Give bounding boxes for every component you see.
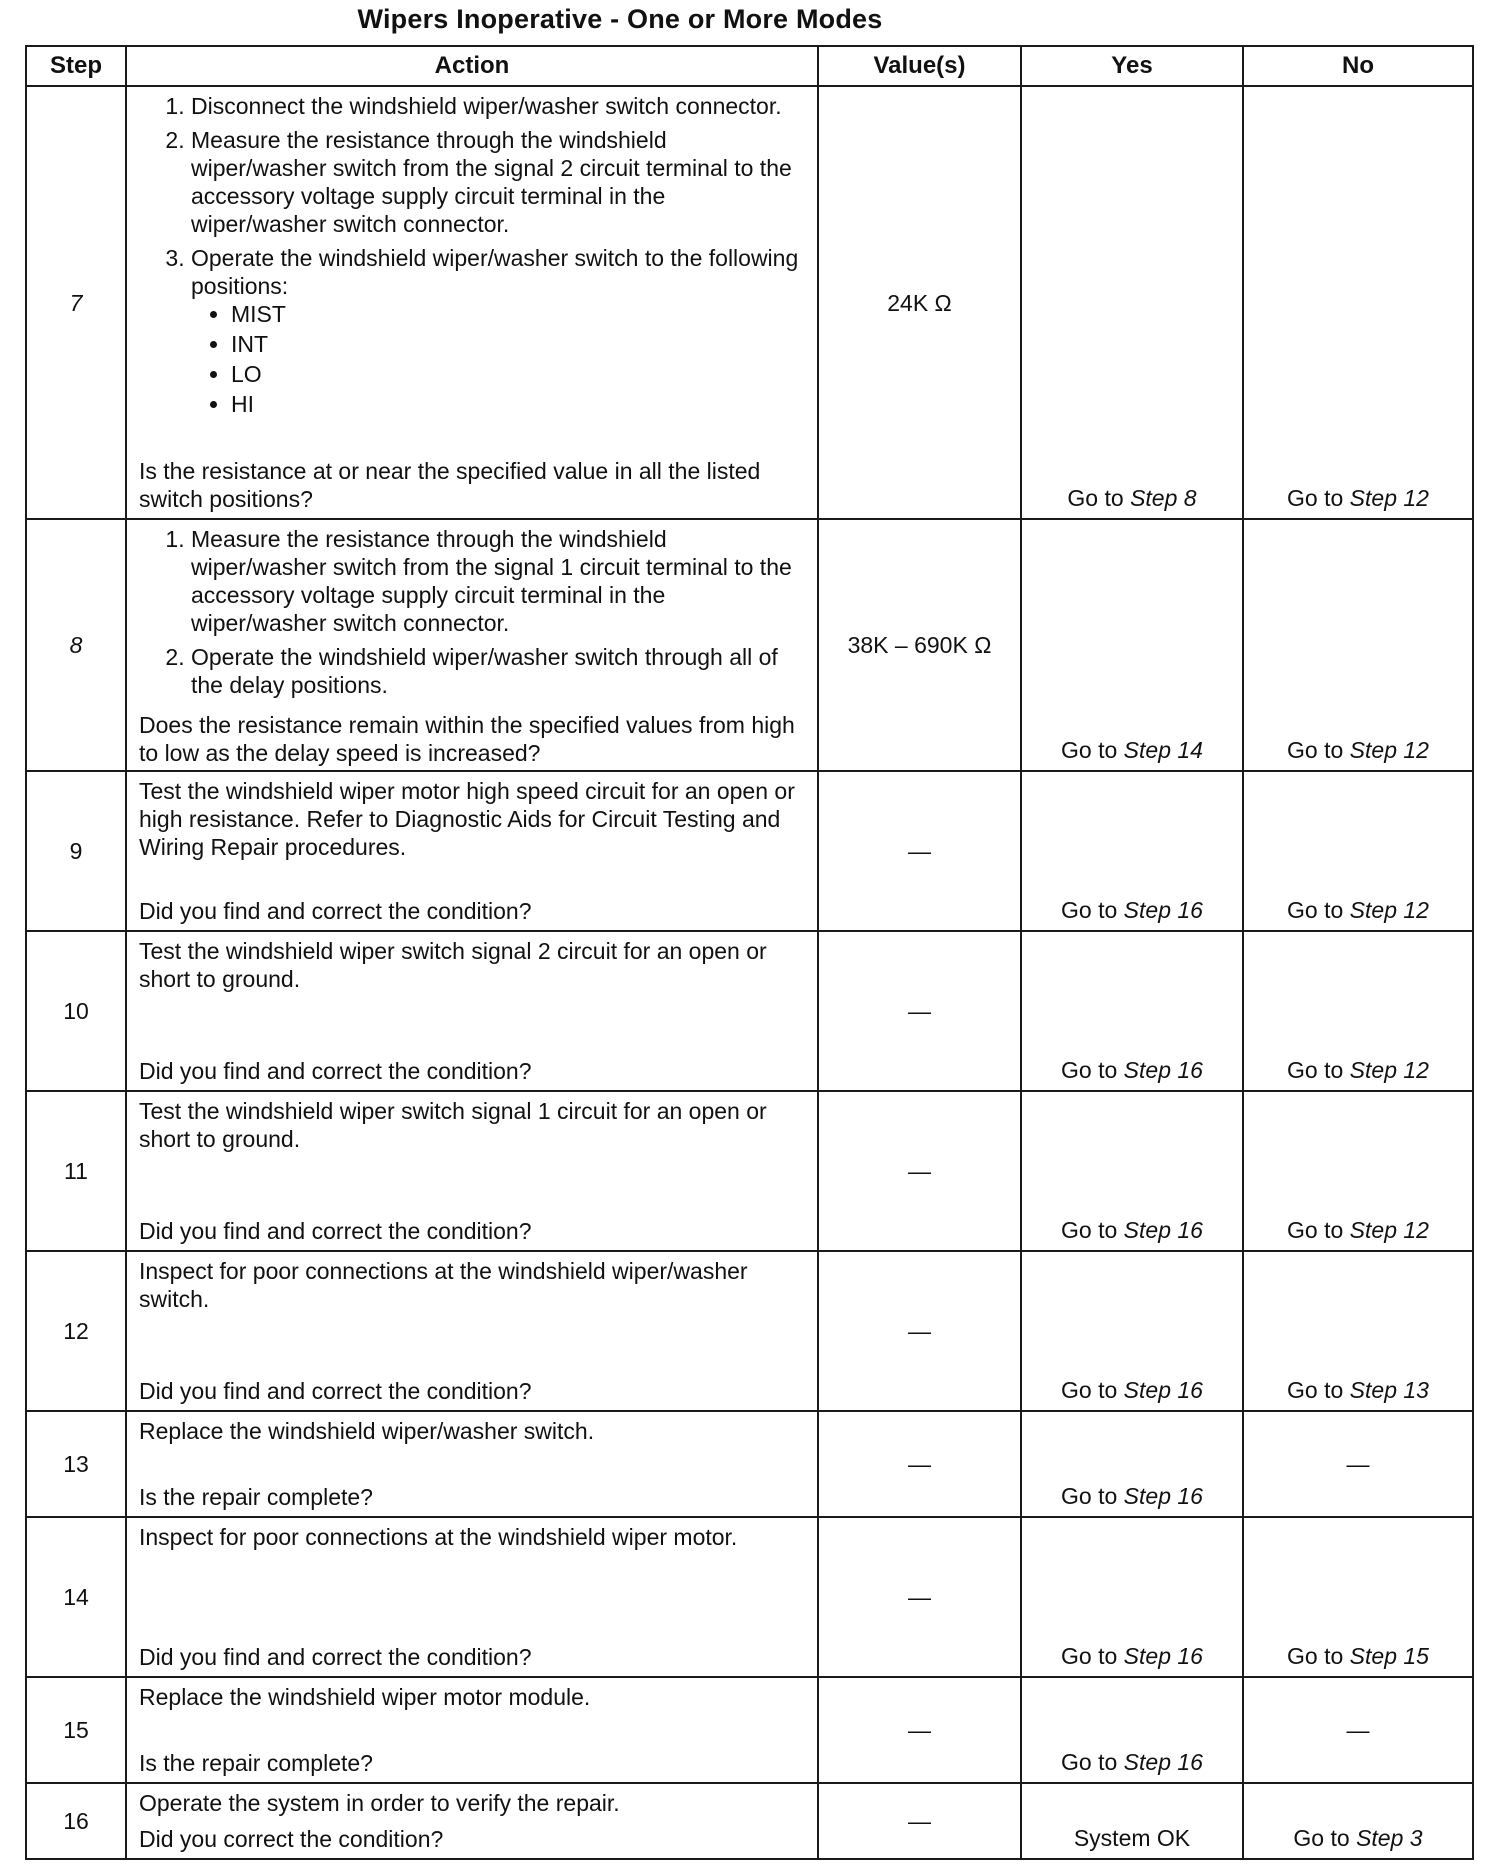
- table-row: [26, 1091, 1473, 1251]
- step-number: 12: [26, 1251, 126, 1411]
- position-item: • MIST: [231, 300, 807, 328]
- goto-prefix: Go to: [1287, 897, 1350, 923]
- value-cell: —: [818, 1783, 1021, 1859]
- header-yes: Yes: [1021, 46, 1243, 86]
- step-number: 15: [26, 1677, 126, 1783]
- goto-prefix: Go to: [1287, 1377, 1350, 1403]
- yes-cell: [1021, 1251, 1243, 1411]
- action-cell: [126, 1091, 818, 1251]
- step-number: 14: [26, 1517, 126, 1677]
- step-reference: Step 16: [1123, 1377, 1203, 1403]
- action-cell: [126, 1677, 818, 1783]
- position-list: [191, 300, 807, 418]
- table-row: [26, 1411, 1473, 1517]
- step-reference: Step 12: [1349, 1217, 1429, 1243]
- no-cell: [1243, 931, 1473, 1091]
- step-reference: Step 16: [1123, 1057, 1203, 1083]
- step-number: 8: [26, 519, 126, 771]
- step-number: 11: [26, 1091, 126, 1251]
- header-values: Value(s): [818, 46, 1021, 86]
- no-cell: [1243, 1517, 1473, 1677]
- value-cell: 38K – 690K Ω: [818, 519, 1021, 771]
- goto-prefix: Go to: [1061, 1057, 1124, 1083]
- yes-cell: [1021, 931, 1243, 1091]
- header-action: Action: [126, 46, 818, 86]
- value-cell: —: [818, 931, 1021, 1091]
- action-text: Inspect for poor connections at the windshield wiper motor.: [139, 1524, 738, 1550]
- goto-prefix: Go to: [1061, 1217, 1124, 1243]
- action-cell: [126, 86, 818, 519]
- table-row: [26, 519, 1473, 771]
- action-question: Did you find and correct the condition?: [139, 1644, 532, 1670]
- action-question: Is the resistance at or near the specified value in all the listed switch positions?: [139, 458, 761, 512]
- table-row: [26, 931, 1473, 1091]
- value-cell: —: [818, 1091, 1021, 1251]
- step-reference: Step 13: [1349, 1377, 1429, 1403]
- action-cell: [126, 1783, 818, 1859]
- action-question: Does the resistance remain within the specified values from high to low as the delay speed is increased?: [139, 712, 795, 766]
- value-cell: —: [818, 1411, 1021, 1517]
- step-reference: Step 16: [1123, 1749, 1203, 1775]
- yes-cell: [1021, 1411, 1243, 1517]
- action-item: 2. Operate the windshield wiper/washer switch through all of the delay positions.: [191, 643, 807, 699]
- header-no: No: [1243, 46, 1473, 86]
- step-reference: Step 12: [1349, 485, 1429, 511]
- no-cell: [1243, 1783, 1473, 1859]
- goto-prefix: Go to: [1061, 897, 1124, 923]
- table-row: [26, 86, 1473, 519]
- step-number: 7: [26, 86, 126, 519]
- step-number: 16: [26, 1783, 126, 1859]
- action-question: Did you find and correct the condition?: [139, 898, 532, 924]
- action-cell: [126, 771, 818, 931]
- step-reference: Step 16: [1123, 897, 1203, 923]
- yes-cell: System OK: [1021, 1783, 1243, 1859]
- page-title: Wipers Inoperative - One or More Modes: [357, 4, 883, 34]
- table-row: [26, 1677, 1473, 1783]
- yes-cell: [1021, 1677, 1243, 1783]
- value-cell: —: [818, 1677, 1021, 1783]
- no-cell: [1243, 771, 1473, 931]
- step-number: 9: [26, 771, 126, 931]
- goto-prefix: Go to: [1287, 1057, 1350, 1083]
- step-reference: Step 16: [1123, 1643, 1203, 1669]
- header-step: Step: [26, 46, 126, 86]
- diagnostic-table: [25, 45, 1474, 1860]
- action-text: Test the windshield wiper switch signal 1 circuit for an open or short to ground.: [139, 1098, 767, 1152]
- yes-cell: [1021, 519, 1243, 771]
- goto-prefix: Go to: [1287, 737, 1350, 763]
- action-cell: [126, 931, 818, 1091]
- no-cell: —: [1243, 1677, 1473, 1783]
- step-reference: Step 14: [1123, 737, 1203, 763]
- action-question: Is the repair complete?: [139, 1484, 373, 1510]
- action-cell: [126, 1251, 818, 1411]
- goto-prefix: Go to: [1067, 485, 1131, 511]
- goto-prefix: Go to: [1287, 485, 1350, 511]
- value-cell: 24K Ω: [818, 86, 1021, 519]
- no-cell: [1243, 1251, 1473, 1411]
- header-row: [26, 46, 1473, 86]
- action-question: Did you find and correct the condition?: [139, 1218, 532, 1244]
- action-text: Replace the windshield wiper/washer switch.: [139, 1418, 595, 1444]
- value-cell: —: [818, 1517, 1021, 1677]
- action-text: Inspect for poor connections at the windshield wiper/washer switch.: [139, 1258, 748, 1312]
- step-reference: Step 12: [1349, 897, 1429, 923]
- action-item: 1. Measure the resistance through the windshield wiper/washer switch from the signal 1 circuit terminal to the accessory voltage supply circuit terminal in the wiper/washer switch connector.: [191, 525, 807, 637]
- action-question: Did you find and correct the condition?: [139, 1058, 532, 1084]
- yes-cell: [1021, 86, 1243, 519]
- step-reference: Step 15: [1349, 1643, 1429, 1669]
- action-item: 1. Disconnect the windshield wiper/washer switch connector.: [191, 92, 807, 120]
- action-cell: [126, 519, 818, 771]
- step-number: 10: [26, 931, 126, 1091]
- yes-cell: [1021, 771, 1243, 931]
- goto-prefix: Go to: [1061, 1643, 1124, 1669]
- action-text: Replace the windshield wiper motor module.: [139, 1684, 591, 1710]
- yes-cell: [1021, 1091, 1243, 1251]
- action-question: Did you correct the condition?: [139, 1826, 444, 1852]
- value-cell: —: [818, 1251, 1021, 1411]
- step-reference: Step 16: [1123, 1217, 1203, 1243]
- action-item: [191, 244, 807, 418]
- step-reference: Step 12: [1349, 737, 1429, 763]
- table-row: [26, 1783, 1473, 1859]
- goto-prefix: Go to: [1061, 1377, 1124, 1403]
- no-cell: [1243, 1091, 1473, 1251]
- goto-prefix: Go to: [1293, 1825, 1357, 1851]
- action-list: [139, 92, 807, 418]
- goto-prefix: Go to: [1287, 1643, 1350, 1669]
- position-item: • LO: [231, 360, 807, 388]
- action-list: [139, 525, 807, 705]
- no-cell: [1243, 86, 1473, 519]
- step-reference: Step 8: [1130, 485, 1197, 511]
- action-text: Operate the system in order to verify the repair.: [139, 1790, 620, 1816]
- position-item: • INT: [231, 330, 807, 358]
- no-cell: —: [1243, 1411, 1473, 1517]
- table-row: [26, 771, 1473, 931]
- goto-prefix: Go to: [1061, 737, 1124, 763]
- step-reference: Step 12: [1349, 1057, 1429, 1083]
- step-reference: Step 16: [1123, 1483, 1203, 1509]
- position-item: • HI: [231, 390, 807, 418]
- goto-prefix: Go to: [1061, 1749, 1124, 1775]
- step-reference: Step 3: [1356, 1825, 1423, 1851]
- table-row: [26, 1251, 1473, 1411]
- goto-prefix: Go to: [1287, 1217, 1350, 1243]
- value-cell: —: [818, 771, 1021, 931]
- yes-cell: [1021, 1517, 1243, 1677]
- action-item: 2. Measure the resistance through the windshield wiper/washer switch from the signal 2 circuit terminal to the accessory voltage supply circuit terminal in the wiper/washer switch connector.: [191, 126, 807, 238]
- action-text: Test the windshield wiper switch signal 2 circuit for an open or short to ground.: [139, 938, 767, 992]
- no-cell: [1243, 519, 1473, 771]
- action-cell: [126, 1517, 818, 1677]
- action-question: Is the repair complete?: [139, 1750, 373, 1776]
- goto-prefix: Go to: [1061, 1483, 1124, 1509]
- action-question: Did you find and correct the condition?: [139, 1378, 532, 1404]
- step-number: 13: [26, 1411, 126, 1517]
- action-item-text: Operate the windshield wiper/washer switch to the following positions:: [191, 245, 799, 299]
- action-text: Test the windshield wiper motor high speed circuit for an open or high resistance. Refer to Diagnostic Aids for Circuit Testing and Wiring Repair procedures.: [139, 778, 795, 860]
- action-cell: [126, 1411, 818, 1517]
- table-row: [26, 1517, 1473, 1677]
